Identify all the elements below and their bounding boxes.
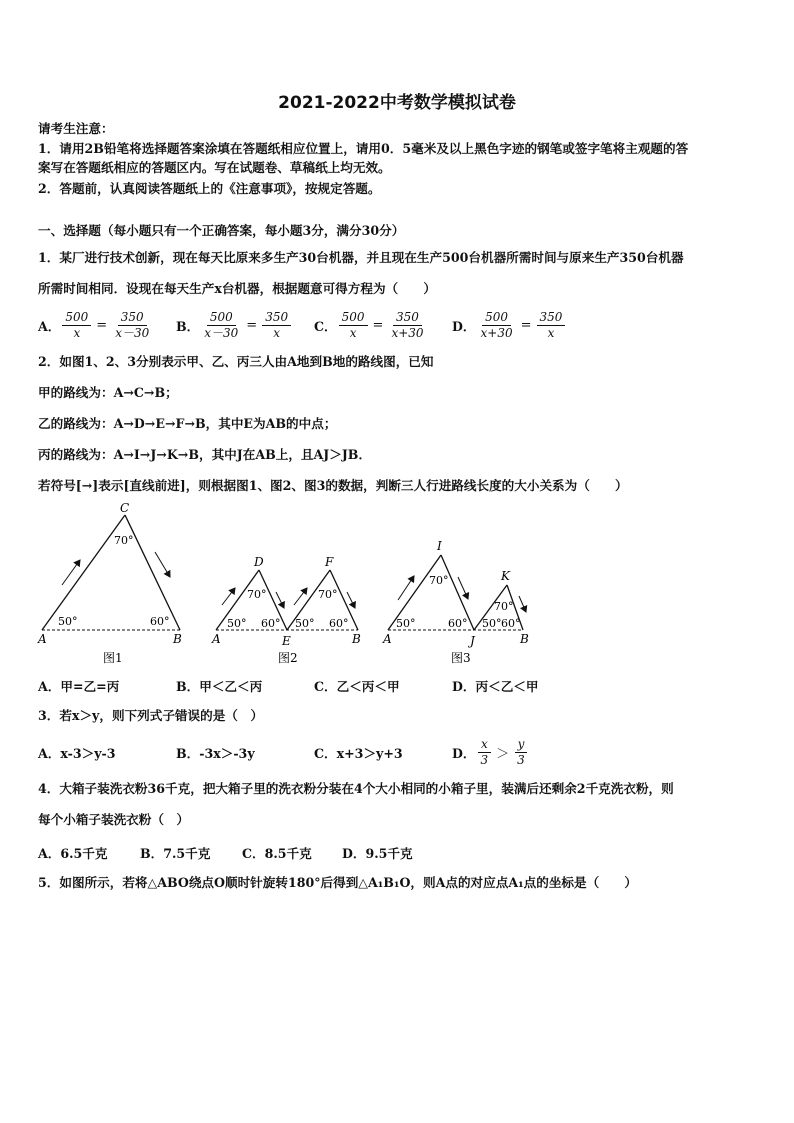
label-c: C bbox=[120, 501, 130, 515]
notice-item-2: 2．答题前，认真阅读答题纸上的《注意事项》，按规定答题。 bbox=[38, 181, 381, 196]
q5-line-1: 5．如图所示，若将△ABO绕点O顺时针旋转180°后得到△A₁B₁O，则A点的对应点A₁点的坐标是（ ） bbox=[38, 875, 637, 890]
label-a: A bbox=[38, 632, 47, 646]
angle-f: 70° bbox=[318, 588, 338, 601]
q2-line-5: 若符号[→]表示[直线前进]，则根据图1、图2、图3的数据，判断三人行进路线长度的大小关系为（ ） bbox=[38, 478, 628, 493]
section-heading: 一、选择题（每小题只有一个正确答案，每小题3分，满分30分） bbox=[38, 223, 405, 238]
label-b: B bbox=[352, 632, 361, 646]
label-a: A bbox=[383, 632, 392, 646]
q4-option-b[interactable]: B．7.5千克 bbox=[140, 846, 211, 861]
q4-option-c[interactable]: C．8.5千克 bbox=[242, 846, 312, 861]
q2-options bbox=[38, 676, 768, 696]
q3-option-a[interactable]: A．x-3＞y-3 bbox=[38, 745, 116, 761]
angle-b: 60° bbox=[150, 615, 170, 628]
q3-option-c[interactable]: C．x+3＞y+3 bbox=[314, 745, 403, 761]
q1-options bbox=[38, 305, 768, 345]
angle-a: 50° bbox=[58, 615, 78, 628]
arrow-icon bbox=[276, 592, 284, 608]
q3-line-1: 3．若x＞y，则下列式子错误的是（ ） bbox=[38, 708, 264, 723]
arrow-icon bbox=[347, 592, 355, 608]
fraction: $\frac{500}{x+30}$ bbox=[480, 309, 513, 340]
fraction: $\frac{y}{3}$ bbox=[514, 737, 528, 768]
caption-3: 图3 bbox=[451, 651, 471, 665]
q2-option-d[interactable]: D．丙＜乙＜甲 bbox=[452, 679, 539, 694]
q1-line-1: 1．某厂进行技术创新，现在每天比原来多生产30台机器，并且现在生产500台机器所需时间与原来生产350台机器 bbox=[38, 250, 684, 265]
label-e: E bbox=[282, 634, 291, 648]
q3-options bbox=[38, 732, 768, 772]
page-title: 2021-2022中考数学模拟试卷 bbox=[278, 93, 516, 113]
angle-c: 70° bbox=[114, 534, 134, 547]
angle-a: 50° bbox=[396, 617, 416, 630]
q2-option-a[interactable]: A．甲=乙=丙 bbox=[38, 679, 120, 694]
route-figures bbox=[30, 500, 550, 670]
fraction: $\frac{500}{x}$ bbox=[339, 310, 368, 341]
fraction: $\frac{350}{x}$ bbox=[537, 310, 566, 341]
arrow-icon bbox=[519, 596, 526, 612]
angle-e-right: 50° bbox=[295, 617, 315, 630]
q2-option-c[interactable]: C．乙＜丙＜甲 bbox=[314, 679, 400, 694]
arrow-icon bbox=[294, 588, 307, 605]
angle-k: 70° bbox=[494, 600, 514, 613]
q4-line-2: 每个小箱子装洗衣粉（ ） bbox=[38, 812, 190, 827]
label-d: D bbox=[254, 555, 264, 569]
figure-1 bbox=[37, 501, 182, 665]
q4-option-a[interactable]: A．6.5千克 bbox=[38, 846, 108, 861]
label-k: K bbox=[501, 569, 510, 583]
angle-d: 70° bbox=[247, 588, 267, 601]
q2-line-3: 乙的路线为：A→D→E→F→B，其中E为AB的中点； bbox=[38, 416, 337, 431]
q3-option-d[interactable]: D． $\frac{x}{3}$ ＞ $\frac{y}{3}$ bbox=[452, 732, 530, 772]
label-i: I bbox=[437, 539, 442, 553]
notice-heading: 请考生注意： bbox=[38, 121, 114, 136]
q4-options bbox=[38, 843, 768, 863]
fraction: $\frac{350}{x+30}$ bbox=[391, 309, 424, 340]
fraction: $\frac{500}{x}$ bbox=[62, 310, 91, 341]
angle-j-right: 50° bbox=[482, 617, 502, 630]
q2-option-b[interactable]: B．甲＜乙＜丙 bbox=[176, 679, 263, 694]
caption-2: 图2 bbox=[278, 651, 298, 665]
q1-option-c[interactable]: C． $\frac{500}{x}$ = $\frac{350}{x+30}$ bbox=[314, 305, 429, 345]
angle-b: 60° bbox=[501, 617, 521, 630]
angle-e-left: 60° bbox=[261, 617, 281, 630]
arrow-icon bbox=[222, 588, 235, 605]
label-f: F bbox=[325, 555, 334, 569]
q2-line-4: 丙的路线为：A→I→J→K→B，其中J在AB上，且AJ＞JB． bbox=[38, 447, 372, 462]
angle-b: 60° bbox=[329, 617, 349, 630]
notice-item-1b: 案写在答题纸相应的答题区内。写在试题卷、草稿纸上均无效。 bbox=[38, 160, 391, 175]
label-b: B bbox=[520, 632, 529, 646]
q1-option-d[interactable]: D． $\frac{500}{x+30}$ = $\frac{350}{x}$ bbox=[452, 305, 567, 345]
angle-j-left: 60° bbox=[448, 617, 468, 630]
q1-option-b[interactable]: B． $\frac{500}{x-30}$ = $\frac{350}{x}$ bbox=[176, 305, 293, 345]
fraction: $\frac{350}{x-30}$ bbox=[115, 309, 150, 340]
notice-item-1a: 1．请用2B铅笔将选择题答案涂填在答题纸相应位置上，请用0．5毫米及以上黑色字迹的钢笔或签字笔将主观题的答 bbox=[38, 141, 689, 156]
fraction: $\frac{350}{x}$ bbox=[262, 310, 291, 341]
label-j: J bbox=[470, 634, 475, 648]
arrow-icon bbox=[155, 552, 170, 577]
fraction: $\frac{x}{3}$ bbox=[478, 737, 492, 768]
figure-2 bbox=[211, 555, 361, 665]
figure-3 bbox=[382, 539, 529, 665]
label-a: A bbox=[212, 632, 221, 646]
label-b: B bbox=[173, 632, 182, 646]
q4-line-1: 4．大箱子装洗衣粉36千克，把大箱子里的洗衣粉分装在4个大小相同的小箱子里，装满后还剩余2千克洗衣粉，则 bbox=[38, 781, 674, 796]
q2-line-1: 2．如图1、2、3分别表示甲、乙、丙三人由A地到B地的路线图，已知 bbox=[38, 354, 434, 369]
angle-a: 50° bbox=[227, 617, 247, 630]
q3-option-b[interactable]: B．-3x＞-3y bbox=[176, 745, 255, 761]
q1-line-2: 所需时间相同．设现在每天生产x台机器，根据题意可得方程为（ ） bbox=[38, 281, 436, 296]
fraction: $\frac{500}{x-30}$ bbox=[204, 309, 239, 340]
q4-option-d[interactable]: D．9.5千克 bbox=[342, 846, 413, 861]
angle-i: 70° bbox=[429, 574, 449, 587]
q2-line-2: 甲的路线为：A→C→B； bbox=[38, 385, 178, 400]
caption-1: 图1 bbox=[103, 651, 123, 665]
q1-option-a[interactable]: A． $\frac{500}{x}$ = $\frac{350}{x-30}$ bbox=[38, 305, 154, 345]
